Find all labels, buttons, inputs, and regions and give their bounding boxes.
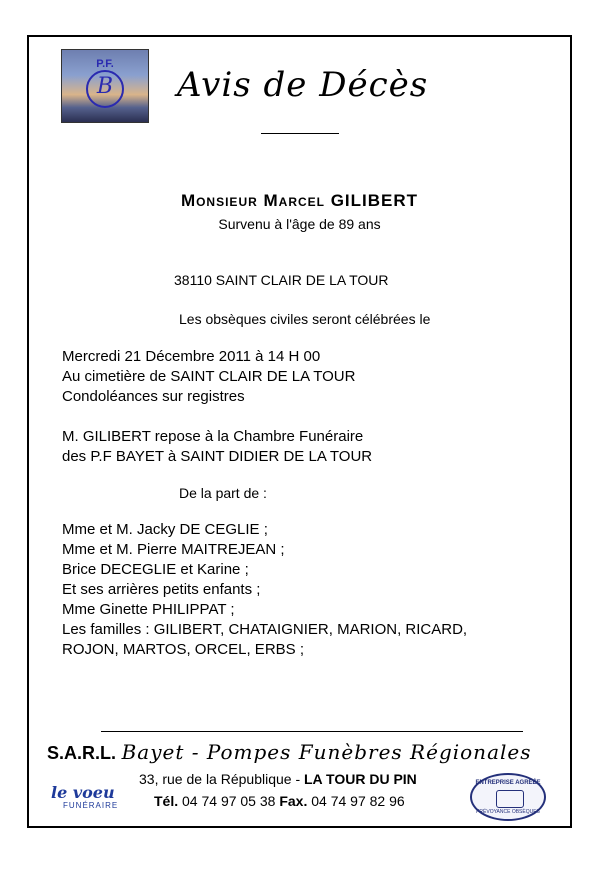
family-intro: De la part de : [179,485,267,501]
ceremony-line: Mercredi 21 Décembre 2011 à 14 H 00 [62,348,321,365]
tel-value: 04 74 97 05 38 [178,793,280,809]
logo-right-emblem [496,790,524,808]
footer-divider [101,731,523,732]
logo-right-text: ENTREPRISE AGRÉÉE [475,780,541,786]
logo-letter: B [96,74,114,99]
page-title: Avis de Décès [177,65,429,105]
le-voeu-funeraire-logo [49,781,125,815]
ceremony-intro: Les obsèques civiles seront célébrées le [179,311,431,327]
rest-line: M. GILIBERT repose à la Chambre Funéraire [62,428,364,445]
title-divider [261,133,339,134]
deceased-age: Survenu à l'âge de 89 ans [218,216,381,232]
ceremony-line: Condoléances sur registres [62,388,245,405]
logo-left-text: le voeu [51,783,115,802]
logo-right-sub: PRÉVOYANCE OBSÈQUES [476,809,540,815]
family-line: Et ses arrières petits enfants ; [62,581,261,598]
family-line: Brice DECEGLIE et Karine ; [62,561,249,578]
notice-frame [27,35,572,828]
rest-line: des P.F BAYET à SAINT DIDIER DE LA TOUR [62,448,373,465]
ceremony-line: Au cimetière de SAINT CLAIR DE LA TOUR [62,368,356,385]
logo-left-sub: FUNÉRAIRE [63,801,119,810]
family-line: Les familles : GILIBERT, CHATAIGNIER, MARION, RICARD, [62,621,468,638]
fax-label: Fax. [279,793,308,809]
deceased-town: 38110 SAINT CLAIR DE LA TOUR [174,272,389,288]
company-sarl: S.A.R.L. [47,743,117,763]
fax-value: 04 74 97 82 96 [307,793,405,809]
address-city: LA TOUR DU PIN [304,771,417,787]
tel-label: Tél. [154,793,179,809]
ceremony-details [62,347,355,407]
entreprise-agreee-logo [470,773,546,821]
company-title: Bayet - Pompes Funèbres Régionales [121,740,532,764]
logo-pf-text: P.F. [96,58,114,70]
family-list [62,520,467,660]
company-address [139,771,417,787]
rest-details [62,427,372,467]
pf-bayet-logo [61,49,149,123]
address-street: 33, rue de la République - [139,771,304,787]
company-phones [154,793,405,809]
family-line: Mme et M. Pierre MAITREJEAN ; [62,541,285,558]
family-line: ROJON, MARTOS, ORCEL, ERBS ; [62,641,304,658]
family-line: Mme Ginette PHILIPPAT ; [62,601,235,618]
family-line: Mme et M. Jacky DE CEGLIE ; [62,521,268,538]
deceased-name: Monsieur Marcel GILIBERT [180,191,419,210]
company-name [47,740,532,765]
